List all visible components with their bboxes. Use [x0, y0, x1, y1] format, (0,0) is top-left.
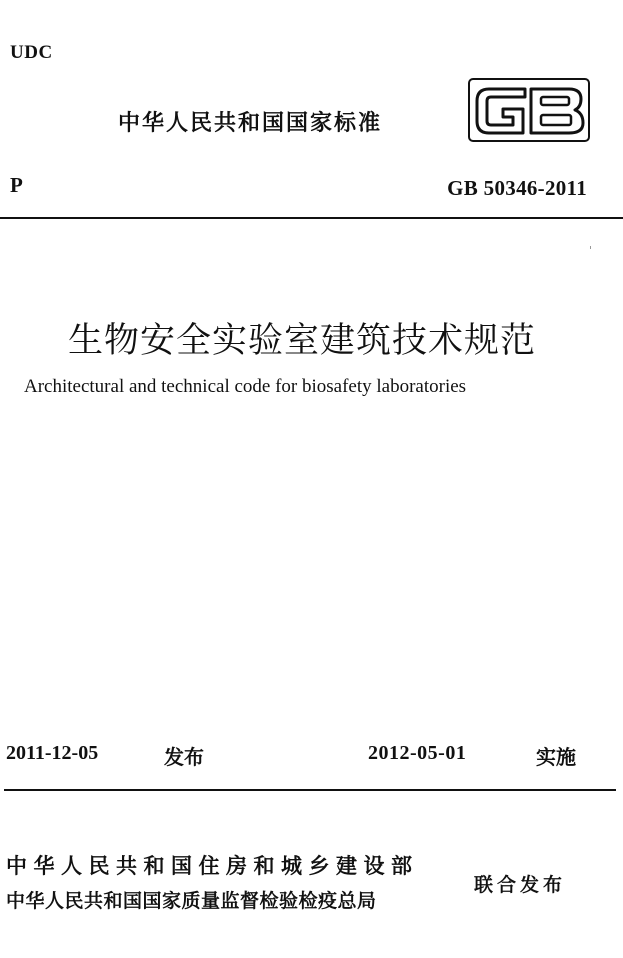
implementation-date: 2012-05-01	[368, 742, 467, 764]
header-divider	[0, 217, 623, 219]
document-title-chinese: 生物安全实验室建筑技术规范	[68, 321, 537, 361]
gb-logo-graphic	[467, 75, 591, 145]
scan-speck	[590, 246, 591, 249]
publisher-quality-supervision: 中华人民共和国国家质量监督检验检疫总局	[6, 890, 377, 912]
standard-number: GB 50346-2011	[447, 176, 587, 200]
implementation-label: 实施	[536, 745, 576, 769]
document-title-english: Architectural and technical code for biosafety laboratories	[24, 376, 467, 397]
gb-logo	[467, 75, 591, 145]
issue-label: 发布	[164, 745, 204, 769]
classification-code: P	[10, 173, 23, 197]
udc-code: UDC	[10, 42, 53, 63]
footer-divider	[4, 789, 616, 791]
joint-publication-label: 联合发布	[474, 874, 567, 896]
national-standard-heading: 中华人民共和国国家标准	[118, 111, 383, 136]
publisher-ministry-housing: 中华人民共和国住房和城乡建设部	[6, 854, 419, 878]
issue-date: 2011-12-05	[6, 742, 99, 764]
